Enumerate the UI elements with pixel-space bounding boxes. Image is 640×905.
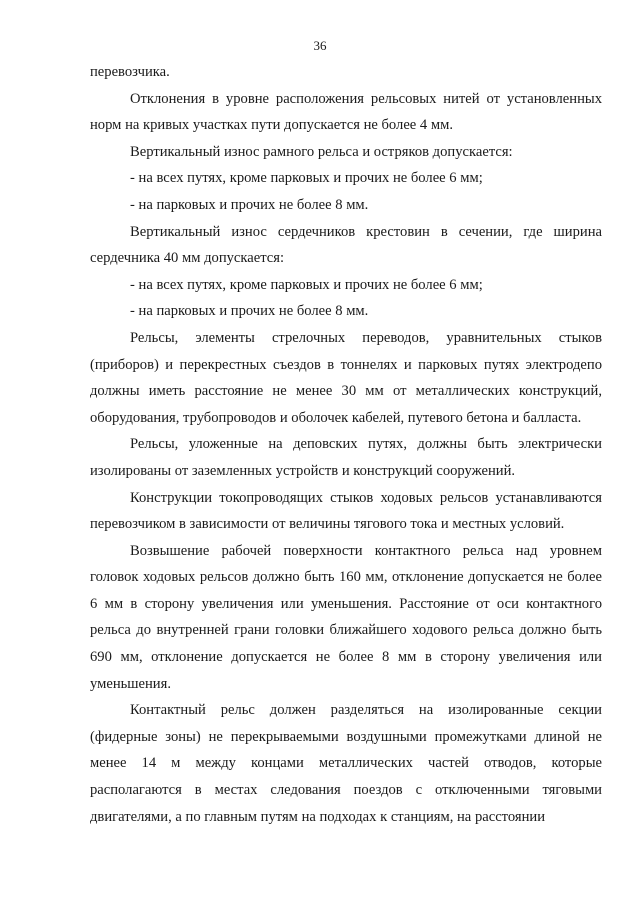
- paragraph-conductive-joints: Конструкции токопроводящих стыков ходовых рельсов устанавливаются перевозчиком в зависимости от величины тягового тока и местных условий.: [90, 489, 602, 533]
- paragraph-contact-rail-sections: Контактный рельс должен разделяться на изолированные секции (фидерные зоны) не перекрываемыми воздушными промежутками длиной не менее 14 м между концами металлических частей отводов, которые располагаются в местах следования поездов с отключенными тяговыми двигателями, а по главным путям на подходах к станциям, на расстоянии: [90, 702, 602, 825]
- page-number: 36: [313, 38, 327, 53]
- paragraph-continuation: перевозчика.: [90, 64, 170, 80]
- paragraph-switch-wear: Вертикальный износ рамного рельса и остряков допускается:: [130, 143, 513, 160]
- paragraph-frog-wear: Вертикальный износ сердечников крестовин в сечении, где ширина сердечника 40 мм допускается:: [90, 223, 602, 267]
- paragraph-rail-level-deviation: Отклонения в уровне расположения рельсовых нитей от установленных норм на кривых участках пути допускается не более 4 мм.: [90, 90, 602, 134]
- paragraph-clearance: Рельсы, элементы стрелочных переводов, уравнительных стыков (приборов) и перекрестных съездов в тоннелях и парковых путях электродепо должны иметь расстояние не менее 30 мм от металлических конструкций, оборудования, трубопроводов и оболочек кабелей, путевого бетона и балласта.: [90, 329, 602, 426]
- list-item-all-tracks: - на всех путях, кроме парковых и прочих не более 6 мм;: [130, 276, 483, 293]
- list-item-park-tracks: - на парковых и прочих не более 8 мм.: [130, 303, 369, 320]
- document-body: [90, 59, 602, 830]
- paragraph-depot-insulation: Рельсы, уложенные на деповских путях, должны быть электрически изолированы от заземленных устройств и конструкций сооружений.: [90, 436, 602, 479]
- list-item-all-tracks: - на всех путях, кроме парковых и прочих не более 6 мм;: [130, 170, 483, 187]
- paragraph-contact-rail-elevation: Возвышение рабочей поверхности контактного рельса над уровнем головок ходовых рельсов должно быть 160 мм, отклонение допускается не более 6 мм в сторону увеличения или уменьшения. Расстояние от оси контактного рельса до внутренней грани головки ближайшего ходового рельса должно быть 690 мм, отклонение допускается не более 8 мм в сторону увеличения или уменьшения.: [90, 542, 602, 692]
- list-item-park-tracks: - на парковых и прочих не более 8 мм.: [130, 196, 369, 213]
